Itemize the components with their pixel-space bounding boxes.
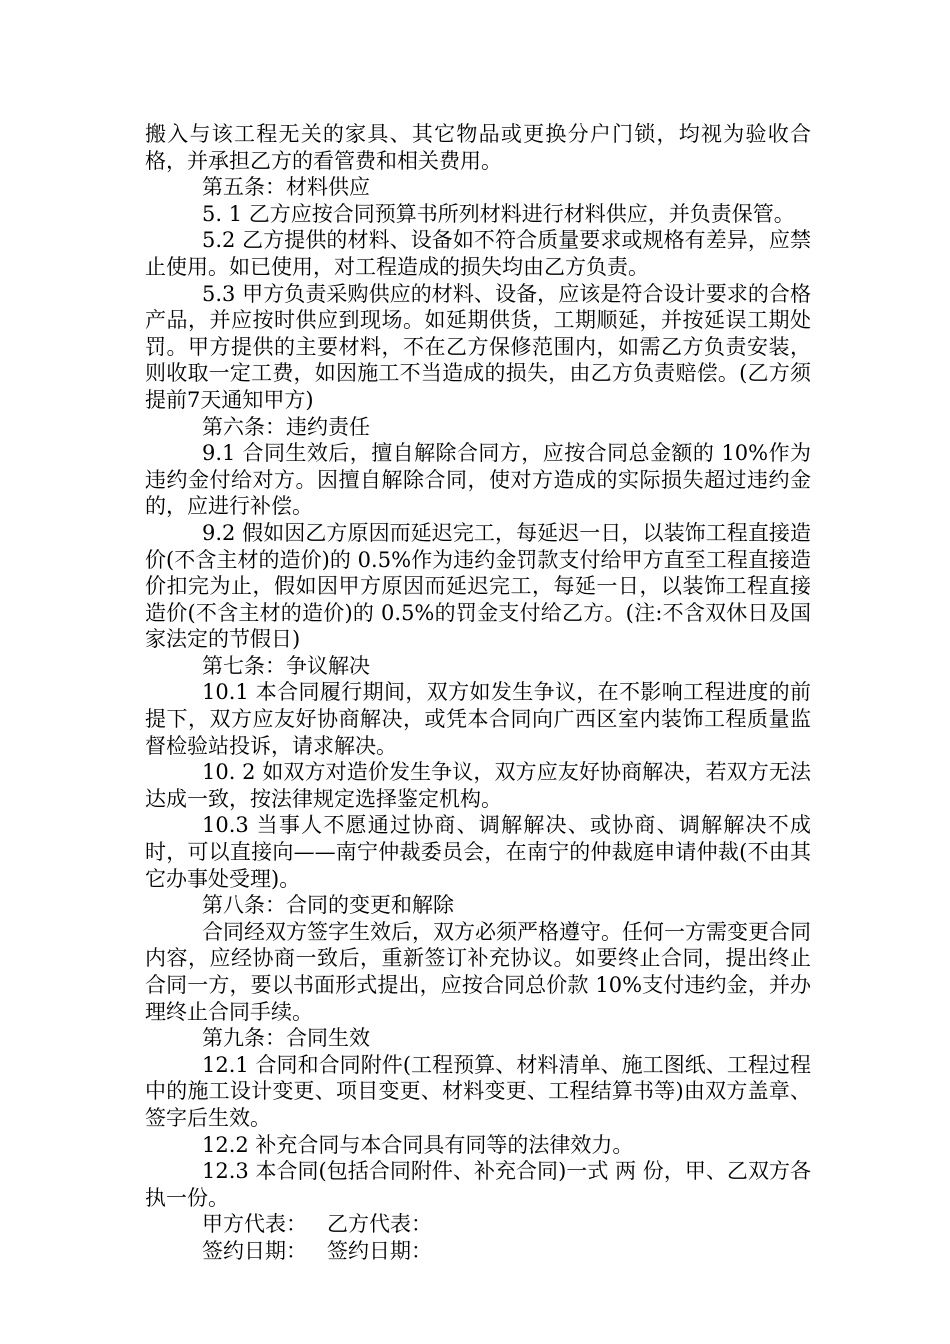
party-b-rep-label: 乙方代表： xyxy=(327,1212,433,1237)
party-a-rep-label: 甲方代表： xyxy=(202,1212,307,1237)
contract-paragraph: 合同经双方签字生效后，双方必须严格遵守。任何一方需变更合同内容，应经协商一致后，重新签订补充协议。如要终止合同，提出终止合同一方，要以书面形式提出，应按合同总价款 10%支付违约金，并办理终止合同手续。 xyxy=(145,919,811,1024)
contract-paragraph: 9.1 合同生效后，擅自解除合同方，应按合同总金额的 10%作为违约金付给对方。因擅自解除合同，使对方造成的实际损失超过违约金的，应进行补偿。 xyxy=(145,441,811,519)
contract-paragraph: 10.1 本合同履行期间，双方如发生争议，在不影响工程进度的前提下，双方应友好协商解决，或凭本合同向广西区室内装饰工程质量监督检验站投诉，请求解决。 xyxy=(145,680,811,758)
contract-paragraph: 第五条：材料供应 xyxy=(202,175,370,200)
party-b-date-label: 签约日期： xyxy=(327,1238,433,1263)
contract-paragraph: 第六条：违约责任 xyxy=(202,414,370,439)
contract-paragraph: 5.2 乙方提供的材料、设备如不符合质量要求或规格有差异，应禁止使用。如已使用，对工程造成的损失均由乙方负责。 xyxy=(145,228,811,279)
contract-paragraph: 10. 2 如双方对造价发生争议，双方应友好协商解决，若双方无法达成一致，按法律规定选择鉴定机构。 xyxy=(145,760,811,811)
contract-paragraph: 第七条：争议解决 xyxy=(202,653,370,678)
party-a-date-label: 签约日期： xyxy=(202,1238,307,1263)
contract-paragraph: 5. 1 乙方应按合同预算书所列材料进行材料供应，并负责保管。 xyxy=(202,201,795,226)
contract-paragraph: 12.1 合同和合同附件(工程预算、材料清单、施工图纸、工程过程中的施工设计变更、项目变更、材料变更、工程结算书等)由双方盖章、签字后生效。 xyxy=(145,1052,811,1130)
contract-paragraph: 12.2 补充合同与本合同具有同等的法律效力。 xyxy=(202,1132,634,1157)
contract-page xyxy=(145,121,811,1265)
signature-representatives xyxy=(145,1211,811,1238)
contract-paragraph: 第九条：合同生效 xyxy=(202,1026,370,1051)
contract-paragraph: 5.3 甲方负责采购供应的材料、设备，应该是符合设计要求的合格产品，并应按时供应到现场。如延期供货，工期顺延，并按延误工期处罚。甲方提供的主要材料，不在乙方保修范围内，如需乙方负责安装，则收取一定工费，如因施工不当造成的损失，由乙方负责赔偿。(乙方须提前7天通知甲方) xyxy=(145,281,811,412)
contract-paragraph: 第八条：合同的变更和解除 xyxy=(202,893,454,918)
signature-dates xyxy=(145,1238,811,1265)
contract-paragraph: 9.2 假如因乙方原因而延迟完工，每延迟一日，以装饰工程直接造价(不含主材的造价)的 0.5%作为违约金罚款支付给甲方直至工程直接造价扣完为止，假如因甲方原因而延迟完工，每延一日，以装饰工程直接造价(不含主材的造价)的 0.5%的罚金支付给乙方。(注:不含双休日及国家法定的节假日) xyxy=(145,520,811,652)
contract-paragraph: 搬入与该工程无关的家具、其它物品或更换分户门锁，均视为验收合格，并承担乙方的看管费和相关费用。 xyxy=(145,122,811,173)
contract-paragraph: 12.3 本合同(包括合同附件、补充合同)一式 两 份，甲、乙双方各执一份。 xyxy=(145,1159,811,1210)
contract-paragraph: 10.3 当事人不愿通过协商、调解解决、或协商、调解解决不成时，可以直接向——南宁仲裁委员会，在南宁的仲裁庭申请仲裁(不由其它办事处受理)。 xyxy=(145,813,811,891)
contract-body xyxy=(145,121,811,1211)
